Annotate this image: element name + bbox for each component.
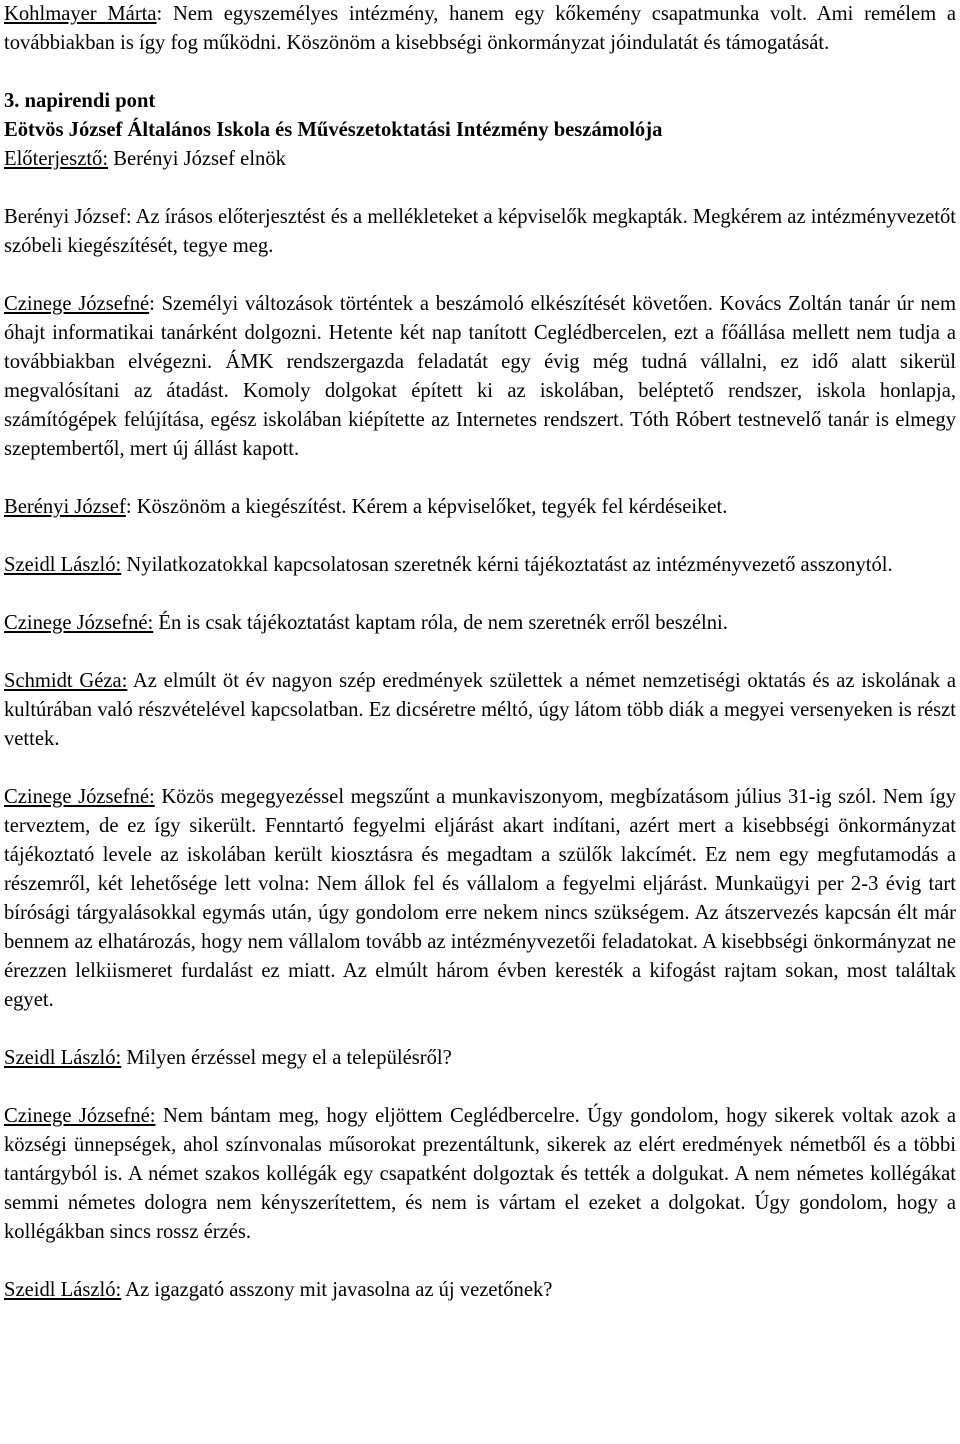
paragraph-berenyi-intro [4,203,956,261]
paragraph-czinege-1: Czinege Józsefné: Személyi változások történtek a beszámoló elkészítését követően. Kovács Zoltán tanár úr nem óhajt informatikai tanárként dolgozni. Hetente két nap tanított Ceglédbercelen, ezt a főállása mellett nem tudja a továbbiakban elvégezni. ÁMK rendszergazda feladatát egy évig még tudná vállalni, ez idő alatt sikerül megvalósítani az átadást. Komoly dolgokat épített ki az iskolában, beléptető rendszer, iskola honlapja, számítógépek felújítása, egész iskolában kiépítette az Internetes rendszert. Tóth Róbert testnevelő tanár is elmegy szeptembertől, mert új állást kapott. [4,293,956,460]
paragraph-text: Köszönöm a kiegészítést. Kérem a képviselőket, tegyék fel kérdéseiket. [136,496,728,518]
paragraph-schmidt [4,667,956,754]
speaker-name: Kohlmayer Márta [4,3,157,25]
paragraph-text: Az elmúlt öt év nagyon szép eredmények születtek a német nemzetiségi oktatás és az iskolának a kultúrában való részvételével kapcsolatban. Ez dicséretre méltó, úgy látom több diák a megyei versenyeken is részt vettek. [4,670,956,750]
paragraph-text: Az igazgató asszony mit javasolna az új vezetőnek? [125,1279,553,1301]
paragraph-text: Milyen érzéssel megy el a településről? [126,1047,452,1069]
paragraph-czinege-4 [4,1102,956,1247]
paragraph-text: Berényi József: Az írásos előterjesztést és a mellékleteket a képviselők megkapták. Megkérem az intézményvezetőt szóbeli kiegészítését, tegye meg. [4,206,956,257]
paragraph-text: Én is csak tájékoztatást kaptam róla, de nem szeretnék erről beszélni. [158,612,728,634]
agenda-presenter [4,145,956,174]
paragraph-text: Nyilatkozatokkal kapcsolatosan szeretnék kérni tájékoztatást az intézményvezető asszonytól. [126,554,893,576]
agenda-title: Eötvös József Általános Iskola és Művészetoktatási Intézmény beszámolója [4,119,663,141]
speaker-name: Schmidt Géza: [4,670,128,692]
speaker-name: Czinege Józsefné: [4,612,154,634]
paragraph-szeidl-1 [4,551,956,580]
paragraph-berenyi-2: Berényi József: Köszönöm a kiegészítést. Kérem a képviselőket, tegyék fel kérdéseiket. [4,496,728,518]
speaker-name: Czinege Józsefné [4,293,150,315]
speaker-name: Czinege Józsefné: [4,1105,156,1127]
paragraph-text: Nem bántam meg, hogy eljöttem Ceglédbercelre. Úgy gondolom, hogy sikerek voltak azok a községi ünnepségek, ahol színvonalas műsorokat prezentáltunk, sikerek az elért eredmények németből és a többi tantárgyból is. A német szakos kollégák egy csapatként dolgoztak és tették a dolgukat. A nem németes kollégákat semmi németes dologra nem kényszerítettem, és nem is vártam el ezeket a dolgokat. Úgy gondolom, hogy a kollégákban sincs rossz érzés. [4,1105,956,1243]
presenter-label: Előterjesztő: [4,148,109,170]
presenter-name: Berényi József elnök [108,148,286,170]
document-page [4,0,956,1305]
speaker-name: Szeidl László: [4,1047,122,1069]
speaker-name: Berényi József [4,496,126,518]
speaker-name: Szeidl László: [4,1279,122,1301]
paragraph-text: Közös megegyezéssel megszűnt a munkaviszonyom, megbízatásom július 31-ig szól. Nem így terveztem, de ez így sikerült. Fenntartó fegyelmi eljárást akart indítani, azért mert a kisebbségi önkormányzat tájékoztató levele az iskolában került kiosztásra és megadtam a szülők lakcímét. Ez nem egy megfutamodás a részemről, két lehetősége lett volna: Nem állok fel és vállalom a fegyelmi eljárást. Munkaügyi per 2-3 évig tart bírósági tárgyalásokkal egymás után, úgy gondolom erre nekem nincs szükségem. Az átszervezés kapcsán élt már bennem az elhatározás, hogy nem vállalom tovább az intézményvezetői feladatokat. A kisebbségi önkormányzat ne érezzen lelkiismeret furdalást ez miatt. Az elmúlt három évben keresték a kifogást rajtam sokan, most találtak egyet. [4,786,956,1011]
speaker-name: Szeidl László: [4,554,122,576]
paragraph-kohlmayer: Kohlmayer Márta: Nem egyszemélyes intézmény, hanem egy kőkemény csapatmunka volt. Ami remélem a továbbiakban is így fog működni. Köszönöm a kisebbségi önkormányzat jóindulatát és támogatását. [4,3,956,54]
speaker-name: Czinege Józsefné: [4,786,155,808]
paragraph-czinege-2 [4,609,956,638]
paragraph-szeidl-3 [4,1276,956,1305]
agenda-number: 3. napirendi pont [4,90,156,112]
paragraph-text: Személyi változások történtek a beszámoló elkészítését követően. Kovács Zoltán tanár úr nem óhajt informatikai tanárként dolgozni. Hetente két nap tanított Ceglédbercelen, ezt a főállása mellett nem tudja a továbbiakban elvégezni. ÁMK rendszergazda feladatát egy évig még tudná vállalni, ez idő alatt sikerül megvalósítani az átadást. Komoly dolgokat épített ki az iskolában, beléptető rendszer, iskola honlapja, számítógépek felújítása, egész iskolában kiépítette az Internetes rendszert. Tóth Róbert testnevelő tanár is elmegy szeptembertől, mert új állást kapott. [4,293,956,460]
paragraph-czinege-3 [4,783,956,1015]
paragraph-text: Nem egyszemélyes intézmény, hanem egy kőkemény csapatmunka volt. Ami remélem a továbbiakban is így fog működni. Köszönöm a kisebbségi önkormányzat jóindulatát és támogatását. [4,3,956,54]
paragraph-szeidl-2 [4,1044,956,1073]
